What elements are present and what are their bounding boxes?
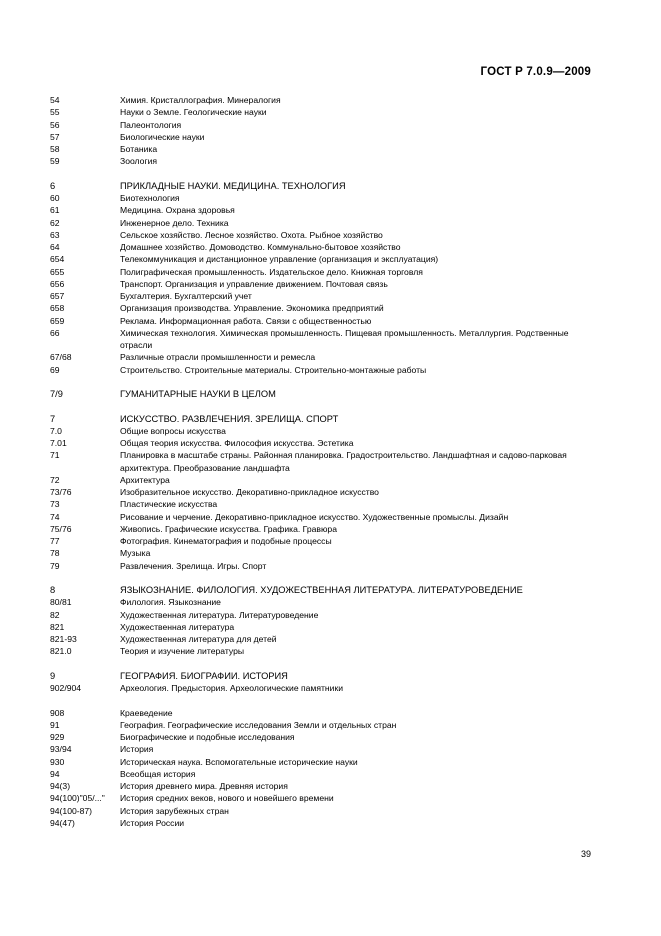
classification-row <box>50 523 595 535</box>
subject-description: Общая теория искусства. Философия искусства. Эстетика <box>120 438 354 448</box>
udc-code: 7 <box>50 413 56 424</box>
udc-code: 75/76 <box>50 523 72 534</box>
subject-description: История зарубежных стран <box>120 805 229 816</box>
subject-description: Домашнее хозяйство. Домоводство. Коммунально-бытовое хозяйство <box>120 242 401 252</box>
udc-code: 94(100-87) <box>50 805 93 816</box>
classification-row <box>50 768 595 780</box>
subject-description: Медицина. Охрана здоровья <box>120 205 235 216</box>
section-spacer <box>50 658 595 670</box>
udc-code: 62 <box>50 217 60 228</box>
section-spacer <box>50 694 595 706</box>
subject-description: Пластические искусства <box>120 499 218 510</box>
subject-description: Телекоммуникация и дистанционное управление (организация и эксплуатация) <box>120 254 439 265</box>
subject-description: История <box>120 744 154 755</box>
udc-code: 929 <box>50 732 65 742</box>
classification-row <box>50 315 595 327</box>
classification-list <box>50 94 595 829</box>
classification-row <box>50 229 595 241</box>
udc-code: 78 <box>50 548 60 559</box>
subject-description: Всеобщая история <box>120 768 196 779</box>
udc-code: 821 <box>50 621 65 632</box>
classification-row <box>50 780 595 792</box>
classification-row <box>50 719 595 731</box>
classification-row <box>50 290 595 302</box>
classification-row <box>50 351 595 363</box>
udc-code: 63 <box>50 229 60 240</box>
classification-row <box>50 560 595 572</box>
udc-code: 60 <box>50 193 60 203</box>
udc-code: 655 <box>50 266 65 277</box>
subject-description: Различные отрасли промышленности и ремесла <box>120 352 316 363</box>
classification-row <box>50 155 595 167</box>
udc-code: 659 <box>50 315 65 326</box>
udc-code: 7.01 <box>50 438 67 448</box>
subject-description: Рисование и черчение. Декоративно-прикладное искусство. Художественные промыслы. Дизайн <box>120 511 509 522</box>
subject-description: Краеведение <box>120 707 173 718</box>
udc-code: 73/76 <box>50 487 72 497</box>
classification-row <box>50 192 595 204</box>
subject-description: Общие вопросы искусства <box>120 425 226 436</box>
subject-description: Реклама. Информационная работа. Связи с общественностью <box>120 315 372 326</box>
subject-description: Архитектура <box>120 474 170 485</box>
page-number: 39 <box>580 849 591 859</box>
classification-row <box>50 756 595 768</box>
section-title: ГУМАНИТАРНЫЕ НАУКИ В ЦЕЛОМ <box>120 389 276 399</box>
udc-code: 93/94 <box>50 744 72 755</box>
classification-row <box>50 449 595 474</box>
udc-code: 656 <box>50 278 65 289</box>
subject-description: Химическая технология. Химическая промышленность. Пищевая промышленность. Металлургия. Родственные отрасли <box>120 327 569 350</box>
udc-code: 58 <box>50 144 60 154</box>
subject-description: География. Географические исследования Земли и отдельных стран <box>120 719 397 730</box>
subject-description: Инженерное дело. Техника <box>120 217 229 228</box>
udc-code: 69 <box>50 364 60 375</box>
udc-code: 902/904 <box>50 683 82 693</box>
udc-code: 67/68 <box>50 352 72 363</box>
classification-row <box>50 327 595 352</box>
classification-row <box>50 743 595 755</box>
classification-row <box>50 278 595 290</box>
udc-code: 654 <box>50 254 65 265</box>
classification-row <box>50 498 595 510</box>
classification-row <box>50 486 595 498</box>
subject-description: История древнего мира. Древняя история <box>120 781 288 791</box>
udc-code: 94(3) <box>50 781 71 791</box>
classification-row <box>50 437 595 449</box>
classification-row <box>50 94 595 106</box>
udc-code: 9 <box>50 670 56 681</box>
subject-description: Художественная литература. Литературоведение <box>120 609 319 620</box>
section-title: ПРИКЛАДНЫЕ НАУКИ. МЕДИЦИНА. ТЕХНОЛОГИЯ <box>120 180 346 191</box>
udc-code: 657 <box>50 291 65 301</box>
subject-description: Полиграфическая промышленность. Издательское дело. Книжная торговля <box>120 266 423 277</box>
section-title: ИСКУССТВО. РАЗВЛЕЧЕНИЯ. ЗРЕЛИЩА. СПОРТ <box>120 413 339 424</box>
section-heading-row <box>50 180 595 192</box>
classification-row <box>50 253 595 265</box>
classification-row <box>50 645 595 657</box>
udc-code: 61 <box>50 205 60 216</box>
udc-code: 908 <box>50 707 65 718</box>
section-heading-row <box>50 584 595 596</box>
subject-description: Ботаника <box>120 144 158 154</box>
classification-row <box>50 143 595 155</box>
udc-code: 658 <box>50 303 65 314</box>
udc-code: 56 <box>50 119 60 130</box>
classification-row <box>50 792 595 804</box>
classification-row <box>50 547 595 559</box>
subject-description: Теория и изучение литературы <box>120 646 245 657</box>
subject-description: Развлечения. Зрелища. Игры. Спорт <box>120 560 267 571</box>
udc-code: 59 <box>50 156 60 167</box>
udc-code: 74 <box>50 511 60 522</box>
subject-description: История России <box>120 817 185 828</box>
udc-code: 80/81 <box>50 597 72 608</box>
classification-row <box>50 241 595 253</box>
subject-description: Химия. Кристаллография. Минералогия <box>120 95 281 105</box>
classification-row <box>50 707 595 719</box>
udc-code: 82 <box>50 609 60 620</box>
udc-code: 91 <box>50 719 60 730</box>
subject-description: Биотехнология <box>120 193 180 203</box>
section-title: ЯЗЫКОЗНАНИЕ. ФИЛОЛОГИЯ. ХУДОЖЕСТВЕННАЯ ЛИТЕРАТУРА. ЛИТЕРАТУРОВЕДЕНИЕ <box>120 585 523 595</box>
classification-row <box>50 511 595 523</box>
section-spacer <box>50 400 595 412</box>
section-spacer <box>50 376 595 388</box>
udc-code: 55 <box>50 107 60 118</box>
udc-code: 71 <box>50 450 60 461</box>
classification-row <box>50 805 595 817</box>
udc-code: 94(47) <box>50 817 75 828</box>
section-spacer <box>50 168 595 180</box>
subject-description: Сельское хозяйство. Лесное хозяйство. Охота. Рыбное хозяйство <box>120 229 383 240</box>
udc-code: 7/9 <box>50 389 63 399</box>
classification-row <box>50 217 595 229</box>
subject-description: История средних веков, нового и новейшего времени <box>120 793 334 804</box>
subject-description: Музыка <box>120 548 151 559</box>
subject-description: Науки о Земле. Геологические науки <box>120 107 267 118</box>
subject-description: Филология. Языкознание <box>120 597 221 608</box>
subject-description: Биологические науки <box>120 131 205 142</box>
udc-code: 66 <box>50 327 60 338</box>
udc-code: 821.0 <box>50 646 72 657</box>
section-heading-row <box>50 388 595 400</box>
classification-row <box>50 204 595 216</box>
classification-row <box>50 633 595 645</box>
subject-description: Палеонтология <box>120 119 182 130</box>
classification-row <box>50 364 595 376</box>
document-header: ГОСТ Р 7.0.9—2009 <box>480 66 591 78</box>
classification-row <box>50 731 595 743</box>
subject-description: Живопись. Графические искусства. Графика. Гравюра <box>120 523 337 534</box>
udc-code: 54 <box>50 95 60 105</box>
udc-code: 94 <box>50 768 60 779</box>
classification-row <box>50 474 595 486</box>
classification-row <box>50 596 595 608</box>
subject-description: Фотография. Кинематография и подобные процессы <box>120 536 332 546</box>
subject-description: Изобразительное искусство. Декоративно-прикладное искусство <box>120 487 379 497</box>
classification-row <box>50 302 595 314</box>
classification-row <box>50 817 595 829</box>
udc-code: 6 <box>50 180 56 191</box>
subject-description: Зоология <box>120 156 158 167</box>
udc-code: 8 <box>50 585 56 595</box>
subject-description: Художественная литература <box>120 621 235 632</box>
classification-row <box>50 621 595 633</box>
udc-code: 73 <box>50 499 60 510</box>
subject-description: Археология. Предыстория. Археологические памятники <box>120 683 344 693</box>
subject-description: Биографические и подобные исследования <box>120 732 295 742</box>
subject-description: Бухгалтерия. Бухгалтерский учет <box>120 291 252 301</box>
udc-code: 79 <box>50 560 60 571</box>
subject-description: Строительство. Строительные материалы. Строительно-монтажные работы <box>120 364 427 375</box>
udc-code: 57 <box>50 131 60 142</box>
classification-row <box>50 535 595 547</box>
classification-row <box>50 131 595 143</box>
classification-row <box>50 266 595 278</box>
section-heading-row <box>50 670 595 682</box>
classification-row <box>50 106 595 118</box>
udc-code: 94(100)"05/..." <box>50 793 105 804</box>
udc-code: 72 <box>50 474 60 485</box>
section-heading-row <box>50 413 595 425</box>
udc-code: 77 <box>50 536 60 546</box>
udc-code: 821-93 <box>50 634 77 644</box>
subject-description: Транспорт. Организация и управление движением. Почтовая связь <box>120 278 388 289</box>
section-title: ГЕОГРАФИЯ. БИОГРАФИИ. ИСТОРИЯ <box>120 670 288 681</box>
udc-code: 64 <box>50 242 60 252</box>
subject-description: Историческая наука. Вспомогательные исторические науки <box>120 756 358 767</box>
section-spacer <box>50 572 595 584</box>
subject-description: Организация производства. Управление. Экономика предприятий <box>120 303 384 314</box>
udc-code: 930 <box>50 756 65 767</box>
classification-row <box>50 119 595 131</box>
classification-row <box>50 682 595 694</box>
subject-description: Художественная литература для детей <box>120 634 277 644</box>
subject-description: Планировка в масштабе страны. Районная планировка. Градостроительство. Ландшафтная и садово-парковая архитектура. Преобразование ландшафта <box>120 450 567 473</box>
udc-code: 7.0 <box>50 425 62 436</box>
classification-row <box>50 609 595 621</box>
classification-row <box>50 425 595 437</box>
